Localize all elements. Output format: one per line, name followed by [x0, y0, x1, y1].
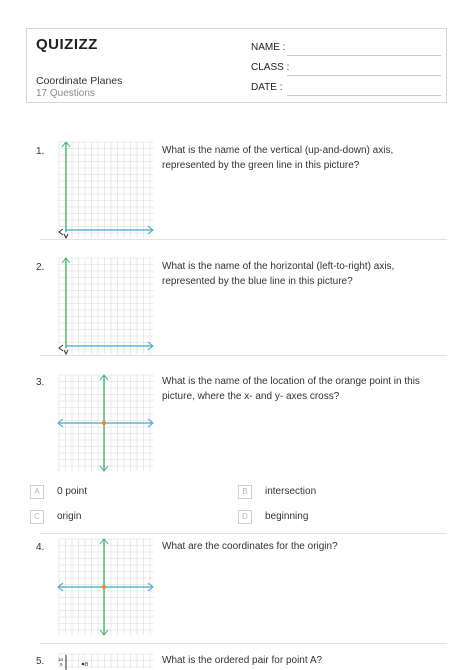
option-text: intersection [265, 486, 317, 497]
graph-x-axis [56, 256, 156, 356]
option-text: origin [57, 511, 82, 522]
point-label: B [85, 662, 89, 668]
question-number: 2. [36, 262, 45, 273]
question-number: 3. [36, 377, 45, 388]
class-label: CLASS : [251, 62, 290, 73]
divider [40, 239, 447, 240]
graph-grid [59, 258, 154, 354]
question-text: What is the name of the location of the orange point in this picture, where the x- and y- axes cross? [162, 376, 420, 402]
name-label: NAME : [251, 42, 286, 53]
question-text: What is the name of the horizontal (left-to-right) axis, represented by the blue line in this picture? [162, 261, 395, 287]
option-letter: A [30, 485, 44, 499]
name-line [287, 55, 441, 56]
arrow-left-icon [59, 229, 63, 235]
divider [40, 533, 447, 534]
question-count: 17 Questions [36, 88, 95, 99]
class-field[interactable] [251, 62, 441, 76]
option-letter: D [238, 510, 252, 524]
point-b [82, 663, 85, 666]
arrow-down-icon [64, 234, 68, 238]
graph-origin [56, 373, 156, 473]
option-letter: B [238, 485, 252, 499]
question-number: 5. [36, 656, 45, 667]
tick-label: 9 [60, 662, 63, 667]
arrow-left-icon [59, 345, 63, 351]
origin-point [102, 585, 106, 589]
date-line [287, 95, 441, 96]
class-line [287, 75, 441, 76]
divider [40, 643, 447, 644]
worksheet-title: Coordinate Planes [36, 75, 123, 87]
option-text: beginning [265, 511, 309, 522]
name-field[interactable] [251, 42, 441, 56]
date-field[interactable] [251, 82, 441, 96]
question-text: What are the coordinates for the origin? [162, 541, 338, 552]
question-text: What is the name of the vertical (up-and-down) axis, represented by the green line in this picture? [162, 145, 394, 171]
quizizz-logo: QUIZIZZ [36, 36, 98, 53]
graph-point-a [56, 652, 156, 670]
tick-label: 10 [58, 657, 64, 662]
graph-grid [59, 142, 154, 238]
date-label: DATE : [251, 82, 283, 93]
option-text: 0 point [57, 486, 88, 497]
option-letter: C [30, 510, 44, 524]
divider [40, 355, 447, 356]
question-number: 1. [36, 146, 45, 157]
arrow-down-icon [64, 350, 68, 354]
worksheet-header [26, 28, 447, 103]
question-text: What is the ordered pair for point A? [162, 655, 323, 666]
graph-origin [56, 537, 156, 637]
graph-grid [59, 654, 154, 668]
question-number: 4. [36, 542, 45, 553]
origin-point [102, 421, 106, 425]
graph-y-axis [56, 140, 156, 240]
